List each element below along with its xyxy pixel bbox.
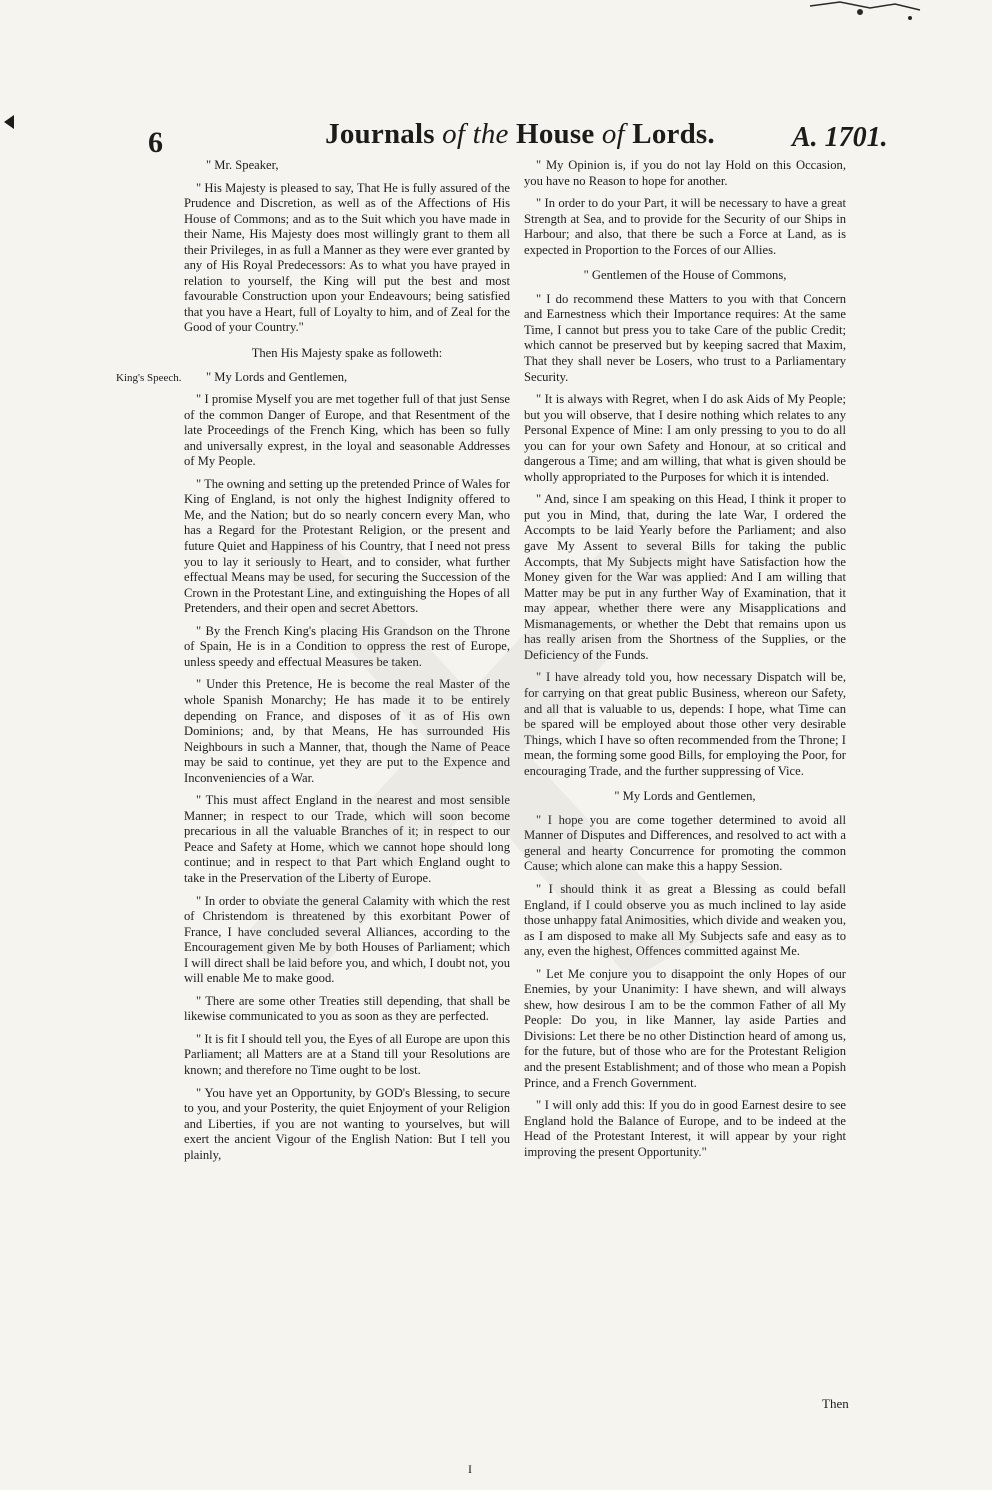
title-part: House	[508, 118, 602, 150]
salutation: " Mr. Speaker,	[206, 158, 279, 172]
paragraph: " I will only add this: If you do in good Earnest desire to see England hold the Balance of Europe, and to be indeed at the Head of the Protestant Interest, it will appear by your right improving the present Opportunity."	[524, 1098, 846, 1159]
title-part: of	[601, 118, 625, 150]
title-part: of	[434, 118, 473, 150]
signature-mark: I	[468, 1462, 472, 1476]
section-heading: " My Lords and Gentlemen,	[614, 789, 756, 804]
margin-note: King's Speech.	[116, 372, 182, 384]
paragraph: " In order to obviate the general Calamity with which the rest of Christendom is threatened by this exorbitant Power of France, I have concluded several Alliances, according to the Encouragement given Me by both Houses of Parliament; which I will direct shall be laid before you, and which, I doubt not, you will enable Me to make good.	[184, 893, 510, 986]
paragraph: " The owning and setting up the pretended Prince of Wales for King of England, is not only the highest Indignity offered to Me, and the Nation; but do so nearly concern every Man, who has a Regard for the Protestant Religion, or the present and future Quiet and Happiness of his Country, that I need not press you to lay it seriously to Heart, and to consider, what further effectual Means may be used, for securing the Succession of the Crown in the Protestant Line, and extinguishing the Hopes of all Pretenders, and their open and secret Abettors.	[184, 476, 510, 616]
left-column	[184, 158, 510, 1170]
catchword: Then	[822, 1396, 849, 1411]
running-title	[300, 118, 740, 151]
page-year: A. 1701.	[792, 122, 888, 153]
title-part: Journals	[325, 118, 435, 150]
title-part: the	[472, 118, 509, 150]
paragraph: " And, since I am speaking on this Head, I think it proper to put you in Mind, that, during the late War, I ordered the Accompts to be laid Yearly before the Parliament; and also gave My Assent to several Bills for taking the public Accompts, that My Subjects might have Satisfaction how the Money given for the War was applied: And I am willing that Matter may be put in any further Way of Examination, that it may appear, whether there were any Misapplications and Mismanagements, or whether the Debt that remains upon us has really arisen from the Shortness of the Supplies, or the Deficiency of the Funds.	[524, 492, 846, 662]
paragraph: " There are some other Treaties still depending, that shall be likewise communicated to you as soon as they are perfected.	[184, 993, 510, 1024]
paragraph: " Under this Pretence, He is become the real Master of the whole Spanish Monarchy; He has made it to be entirely depending on France, and disposes of it as of His own Dominions; and, by that Means, He has surrounded His Neighbours in such a Manner, that, though the Name of Peace may be said to continue, yet they are put to the Expence and Inconveniencies of a War.	[184, 677, 510, 785]
paragraph: " I hope you are come together determined to avoid all Manner of Disputes and Differences, and resolved to act with a general and hearty Concurrence for promoting the common Cause; which alone can make this a happy Session.	[524, 812, 846, 874]
paragraph: " It is fit I should tell you, the Eyes of all Europe are upon this Parliament; all Matters are at a Stand till your Resolutions are known; and therefore no Time ought to be lost.	[184, 1031, 510, 1077]
paragraph: " I should think it as great a Blessing as could befall England, if I could observe you as much inclined to lay aside those unhappy fatal Animosities, which divide and weaken you, as I am disposed to make all My Subjects safe and easy as to any, even the highest, Offences committed against Me.	[524, 881, 846, 959]
section-heading: Then His Majesty spake as followeth:	[251, 346, 443, 361]
paragraph: " His Majesty is pleased to say, That He is fully assured of the Prudence and Discretion, as well as of the Affections of His House of Commons; and as to the Suit which you have made in their Name, His Majesty does most willingly grant to them all their Privileges, in as full a Manner as they were ever granted by any of His Royal Predecessors: As to what you have prayed in relation to yourself, the King will put the best and most favourable Construction upon your Endeavours; being satisfied that you have a Heart, full of Loyalty to him, and of Zeal for the Good of your Country."	[184, 180, 510, 335]
paragraph: " You have yet an Opportunity, by GOD's Blessing, to secure to you, and your Posterity, the quiet Enjoyment of your Religion and Liberties, if you are not wanting to yourselves, but will exert the ancient Vigour of the English Nation: But I tell you plainly,	[184, 1085, 510, 1162]
paragraph: " I do recommend these Matters to you with that Concern and Earnestness which their Importance requires: At the same Time, I cannot but press you to take Care of the public Credit; which cannot be preserved but by keeping sacred that Maxim, That they shall never be Losers, who trust to a Parliamentary Security.	[524, 291, 846, 384]
paragraph: " Let Me conjure you to disappoint the only Hopes of our Enemies, by your Unanimity: I have shewn, and will always shew, how desirous I am to be the common Father of all My People: Do you, in like Manner, lay aside Parties and Divisions: Let there be no other Distinction heard of among us, for the future, but of those who are for the Protestant Religion and the present Establishment; and of those who mean a Popish Prince, and a French Government.	[524, 966, 846, 1090]
title-part: Lords.	[624, 118, 715, 150]
paragraph: " I promise Myself you are met together full of that just Sense of the common Danger of Europe, and that Resentment of the late Proceedings of the French King, which has been so fully and universally exprest, in the loyal and seasonable Addresses of My People.	[184, 392, 510, 469]
paragraph: " This must affect England in the nearest and most sensible Manner; in respect to our Trade, which will soon become precarious in all the valuable Branches of it; in respect to our Peace and Safety at Home, which we cannot hope should long continue; and in respect to that Part which England ought to take in the Preservation of the Liberty of Europe.	[184, 793, 510, 885]
ink-smudge-top-right	[800, 0, 950, 30]
paragraph: " In order to do your Part, it will be necessary to have a great Strength at Sea, and to provide for the Security of our Ships in Harbour; and also, that there be such a Force at Land, as is expected in Proportion to the Forces of our Allies.	[524, 196, 846, 257]
paragraph: " My Opinion is, if you do not lay Hold on this Occasion, you have no Reason to hope for another.	[524, 158, 846, 188]
right-column	[524, 158, 846, 1167]
page-number: 6	[148, 126, 163, 159]
page-edge-arrow-mark	[2, 114, 16, 130]
paragraph: " It is always with Regret, when I do ask Aids of My People; but you will observe, that I desire nothing which relates to any Personal Expence of Mine: I am only pressing to you to do all you can for your own Safety and Honour, at so critical and dangerous a Time; and am willing, that what is given should be wholly appropriated to the Purposes for which it is intended.	[524, 392, 846, 484]
salutation: " My Lords and Gentlemen,	[206, 369, 348, 384]
section-heading: " Gentlemen of the House of Commons,	[583, 268, 787, 283]
paragraph: " I have already told you, how necessary Dispatch will be, for carrying on that great public Business, whereon our Safety, and all that is valuable to us, depends: I hope, what Time can be spared will be employed about those other very desirable Things, which I have so often recommended from the Throne; I mean, the forming some good Bills, for employing the Poor, for encouraging Trade, and the further suppressing of Vice.	[524, 670, 846, 778]
paragraph: " By the French King's placing His Grandson on the Throne of Spain, He is in a Condition to oppress the rest of Europe, unless speedy and effectual Measures be taken.	[184, 623, 510, 669]
